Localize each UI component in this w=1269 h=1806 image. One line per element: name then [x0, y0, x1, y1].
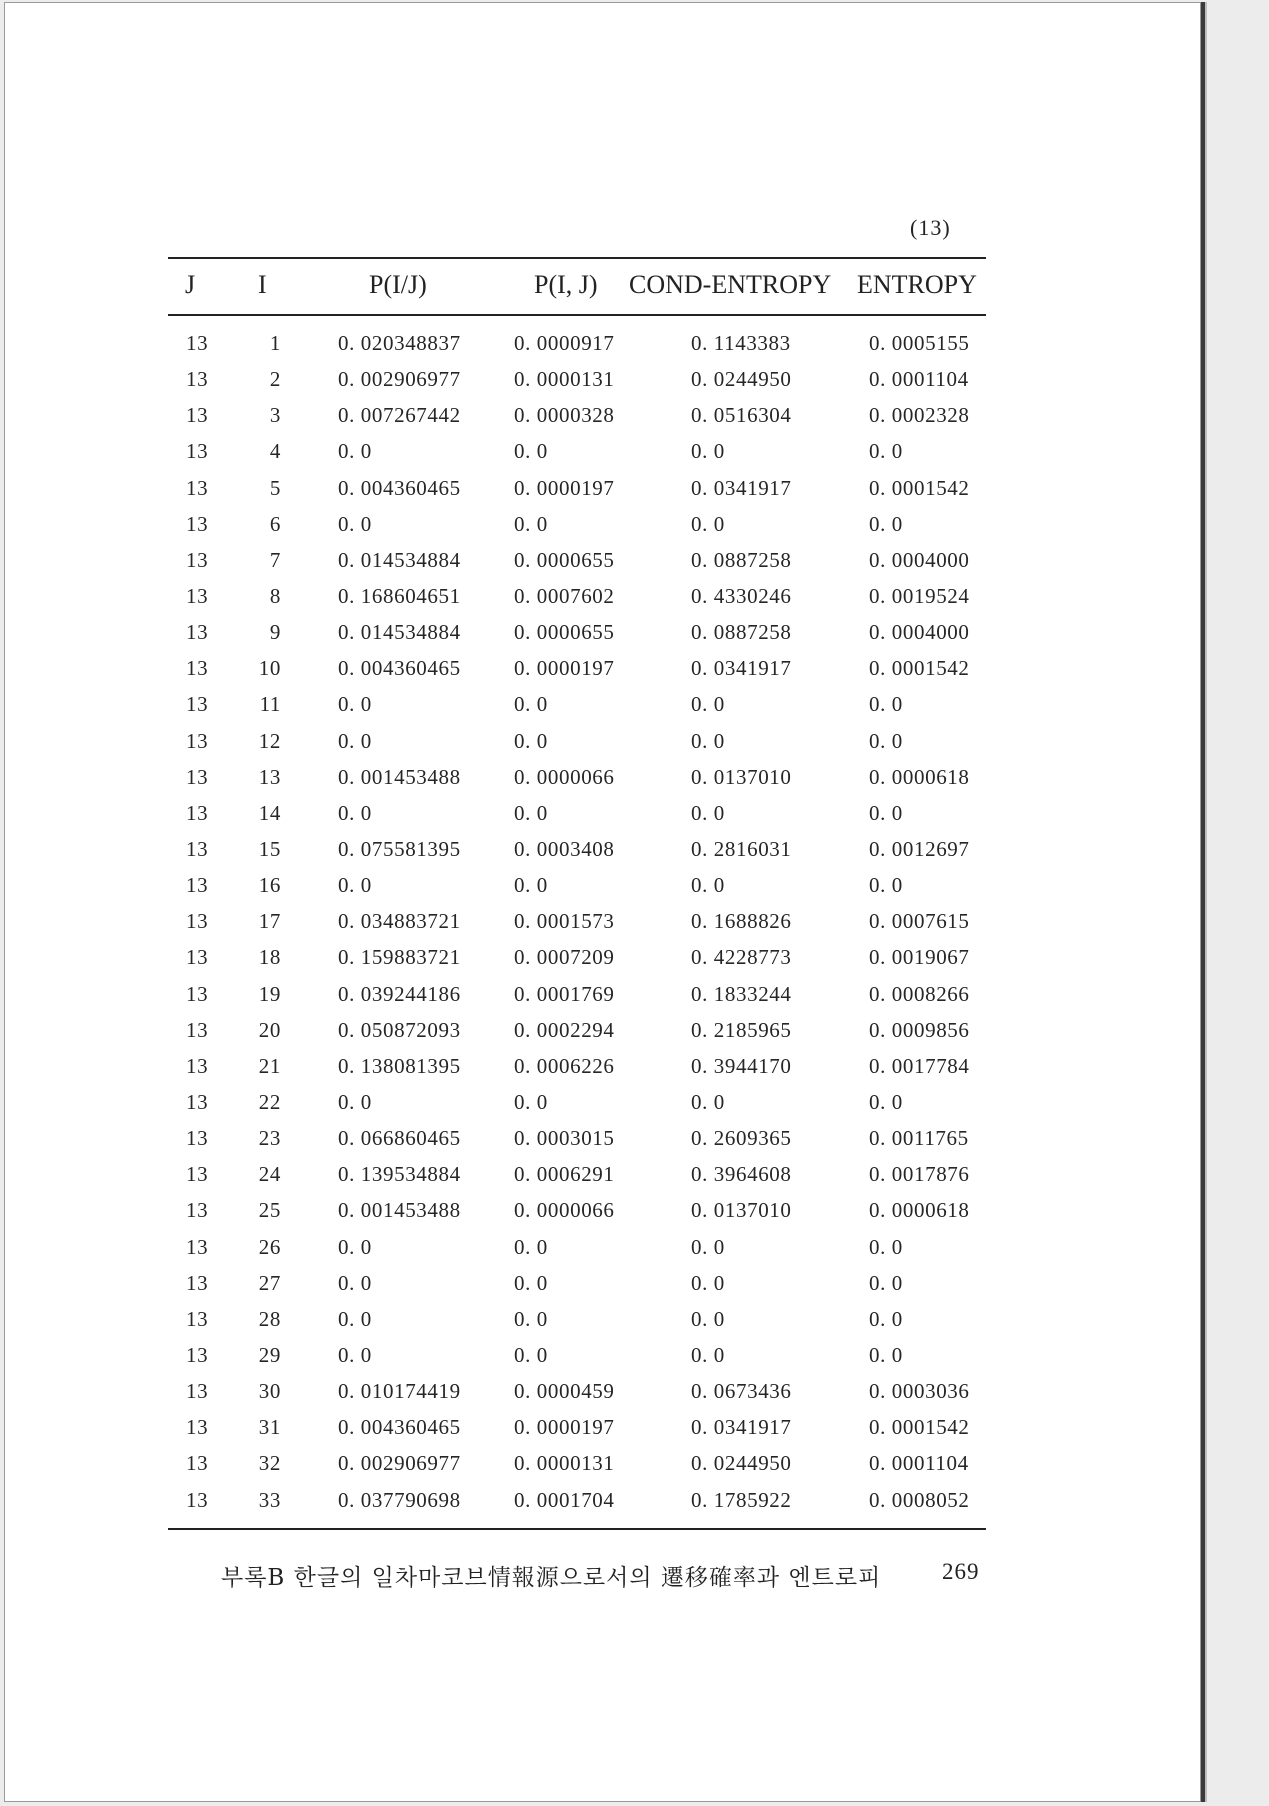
header-cond-entropy: COND-ENTROPY: [629, 270, 832, 299]
cell-entropy: 0. 0001104: [869, 367, 969, 392]
cell-j: 13: [186, 367, 209, 392]
table-row: [5, 1445, 1200, 1481]
cell-cond-entropy: 0. 2185965: [691, 1017, 792, 1042]
table-row: [5, 433, 1200, 469]
header-j: J: [185, 270, 196, 299]
table-row: [5, 506, 1200, 542]
cell-p-joint: 0. 0000066: [514, 1198, 615, 1223]
table-row: [5, 976, 1200, 1012]
cell-i: 31: [258, 1415, 281, 1440]
table-bottom-rule: [168, 1528, 986, 1530]
cell-entropy: 0. 0: [869, 1234, 903, 1259]
cell-cond-entropy: 0. 0137010: [691, 764, 792, 789]
table-number-label: (13): [910, 215, 951, 240]
running-footer: 부록B 한글의 일차마코브情報源으로서의 遷移確率과 엔트로피: [221, 1565, 882, 1591]
table-row: [5, 650, 1200, 686]
cell-cond-entropy: 0. 1785922: [691, 1487, 792, 1512]
cell-j: 13: [186, 1234, 209, 1259]
cell-p-joint: 0. 0000131: [514, 1451, 615, 1476]
cell-i: 12: [258, 728, 281, 753]
cell-j: 13: [186, 583, 209, 608]
cell-p-cond: 0. 168604651: [338, 583, 461, 608]
page-number: 269: [942, 1559, 980, 1584]
cell-i: 22: [258, 1089, 281, 1114]
cell-entropy: 0. 0001542: [869, 1415, 970, 1440]
table-row: [5, 1409, 1200, 1445]
cell-p-joint: 0. 0001769: [514, 981, 615, 1006]
cell-p-cond: 0. 159883721: [338, 945, 461, 970]
cell-j: 13: [186, 981, 209, 1006]
cell-cond-entropy: 0. 1833244: [691, 981, 792, 1006]
cell-j: 13: [186, 656, 209, 681]
cell-i: 33: [258, 1487, 281, 1512]
cell-i: 11: [259, 692, 281, 717]
cell-entropy: 0. 0007615: [869, 909, 970, 934]
cell-p-cond: 0. 004360465: [338, 656, 461, 681]
cell-cond-entropy: 0. 0: [691, 439, 725, 464]
cell-p-cond: 0. 0: [338, 439, 372, 464]
cell-i: 1: [269, 331, 281, 355]
cell-j: 13: [186, 1487, 209, 1512]
cell-j: 13: [186, 873, 209, 898]
cell-p-cond: 0. 0: [338, 1342, 372, 1367]
table-row: [5, 1265, 1200, 1301]
cell-entropy: 0. 0: [869, 1342, 903, 1367]
cell-p-joint: 0. 0: [514, 1234, 548, 1259]
cell-i: 27: [258, 1270, 281, 1295]
cell-i: 9: [269, 620, 281, 645]
cell-i: 6: [269, 511, 281, 536]
cell-j: 13: [186, 1198, 209, 1223]
cell-p-joint: 0. 0: [514, 728, 548, 753]
cell-p-joint: 0. 0: [514, 1306, 548, 1331]
table-row: [5, 1229, 1200, 1265]
cell-p-cond: 0. 004360465: [338, 475, 461, 500]
cell-p-cond: 0. 034883721: [338, 909, 461, 934]
cell-j: 13: [186, 1017, 209, 1042]
cell-i: 5: [269, 475, 281, 500]
cell-p-cond: 0. 0: [338, 692, 372, 717]
cell-p-cond: 0. 050872093: [338, 1017, 461, 1042]
cell-i: 23: [258, 1126, 281, 1151]
cell-cond-entropy: 0. 0: [691, 1306, 725, 1331]
cell-i: 26: [258, 1234, 281, 1259]
cell-cond-entropy: 0. 0887258: [691, 547, 792, 572]
cell-i: 28: [258, 1306, 281, 1331]
table-row: [5, 1012, 1200, 1048]
cell-j: 13: [186, 1379, 209, 1404]
cell-i: 15: [258, 836, 281, 861]
header-entropy: ENTROPY: [857, 270, 977, 299]
cell-p-joint: 0. 0007209: [514, 945, 615, 970]
cell-p-joint: 0. 0003408: [514, 836, 615, 861]
cell-i: 24: [258, 1162, 281, 1187]
book-page: [4, 2, 1201, 1802]
cell-p-cond: 0. 0: [338, 800, 372, 825]
cell-p-joint: 0. 0000917: [514, 331, 615, 355]
cell-i: 4: [269, 439, 281, 464]
cell-cond-entropy: 0. 0: [691, 1089, 725, 1114]
cell-p-cond: 0. 075581395: [338, 836, 461, 861]
cell-p-joint: 0. 0006226: [514, 1053, 615, 1078]
cell-p-cond: 0. 002906977: [338, 1451, 461, 1476]
cell-cond-entropy: 0. 1688826: [691, 909, 792, 934]
cell-p-joint: 0. 0000655: [514, 620, 615, 645]
cell-j: 13: [186, 692, 209, 717]
cell-cond-entropy: 0. 0244950: [691, 1451, 792, 1476]
cell-entropy: 0. 0000618: [869, 1198, 970, 1223]
cell-cond-entropy: 0. 0516304: [691, 403, 792, 428]
cell-j: 13: [186, 1270, 209, 1295]
cell-j: 13: [186, 1089, 209, 1114]
cell-p-cond: 0. 010174419: [338, 1379, 461, 1404]
cell-entropy: 0. 0000618: [869, 764, 970, 789]
cell-cond-entropy: 0. 0: [691, 1270, 725, 1295]
cell-i: 25: [258, 1198, 281, 1223]
cell-p-cond: 0. 0: [338, 1306, 372, 1331]
cell-cond-entropy: 0. 0887258: [691, 620, 792, 645]
cell-entropy: 0. 0: [869, 873, 903, 898]
cell-p-joint: 0. 0: [514, 1342, 548, 1367]
table-row: [5, 397, 1200, 433]
cell-entropy: 0. 0: [869, 1270, 903, 1295]
cell-i: 3: [269, 403, 281, 428]
table-top-rule: [168, 257, 986, 259]
cell-entropy: 0. 0004000: [869, 620, 970, 645]
cell-p-joint: 0. 0000655: [514, 547, 615, 572]
cell-entropy: 0. 0: [869, 692, 903, 717]
cell-entropy: 0. 0: [869, 1089, 903, 1114]
cell-p-joint: 0. 0000066: [514, 764, 615, 789]
cell-j: 13: [186, 547, 209, 572]
cell-cond-entropy: 0. 0: [691, 511, 725, 536]
table-row: [5, 1301, 1200, 1337]
cell-p-cond: 0. 0: [338, 1234, 372, 1259]
table-row: [5, 614, 1200, 650]
cell-p-cond: 0. 002906977: [338, 367, 461, 392]
cell-p-cond: 0. 0: [338, 1089, 372, 1114]
cell-p-joint: 0. 0: [514, 511, 548, 536]
cell-cond-entropy: 0. 0: [691, 1234, 725, 1259]
table-row: [5, 361, 1200, 397]
cell-p-cond: 0. 139534884: [338, 1162, 461, 1187]
cell-j: 13: [186, 1053, 209, 1078]
cell-j: 13: [186, 728, 209, 753]
table-row: [5, 939, 1200, 975]
cell-p-cond: 0. 138081395: [338, 1053, 461, 1078]
cell-entropy: 0. 0001542: [869, 656, 970, 681]
table-row: [5, 686, 1200, 722]
cell-p-joint: 0. 0: [514, 800, 548, 825]
table-row: [5, 1482, 1200, 1518]
cell-entropy: 0. 0003036: [869, 1379, 970, 1404]
cell-entropy: 0. 0: [869, 1306, 903, 1331]
cell-entropy: 0. 0001104: [869, 1451, 969, 1476]
cell-cond-entropy: 0. 0341917: [691, 656, 792, 681]
cell-j: 13: [186, 331, 209, 355]
cell-cond-entropy: 0. 4228773: [691, 945, 792, 970]
cell-i: 32: [258, 1451, 281, 1476]
cell-j: 13: [186, 439, 209, 464]
cell-j: 13: [186, 1451, 209, 1476]
cell-entropy: 0. 0008052: [869, 1487, 970, 1512]
cell-cond-entropy: 0. 0244950: [691, 367, 792, 392]
cell-entropy: 0. 0009856: [869, 1017, 970, 1042]
header-p-joint: P(I, J): [534, 270, 598, 299]
cell-p-joint: 0. 0000197: [514, 475, 615, 500]
cell-cond-entropy: 0. 0137010: [691, 1198, 792, 1223]
cell-j: 13: [186, 475, 209, 500]
cell-cond-entropy: 0. 0: [691, 1342, 725, 1367]
table-row: [5, 325, 1200, 361]
table-row: [5, 795, 1200, 831]
table-row: [5, 1156, 1200, 1192]
cell-p-joint: 0. 0000328: [514, 403, 615, 428]
cell-j: 13: [186, 620, 209, 645]
cell-entropy: 0. 0001542: [869, 475, 970, 500]
cell-j: 13: [186, 1342, 209, 1367]
table-row: [5, 470, 1200, 506]
cell-p-joint: 0. 0: [514, 692, 548, 717]
table-row: [5, 578, 1200, 614]
table-header-rule: [168, 314, 986, 316]
cell-p-joint: 0. 0000197: [514, 656, 615, 681]
cell-p-cond: 0. 0: [338, 728, 372, 753]
cell-i: 30: [258, 1379, 281, 1404]
cell-entropy: 0. 0019524: [869, 583, 970, 608]
cell-p-cond: 0. 001453488: [338, 1198, 461, 1223]
table-row: [5, 1084, 1200, 1120]
cell-entropy: 0. 0017784: [869, 1053, 970, 1078]
cell-p-cond: 0. 014534884: [338, 547, 461, 572]
cell-p-joint: 0. 0: [514, 1089, 548, 1114]
cell-p-joint: 0. 0007602: [514, 583, 615, 608]
cell-p-joint: 0. 0000131: [514, 367, 615, 392]
cell-p-joint: 0. 0: [514, 1270, 548, 1295]
table-row: [5, 542, 1200, 578]
cell-p-cond: 0. 004360465: [338, 1415, 461, 1440]
cell-i: 8: [269, 583, 281, 608]
cell-p-cond: 0. 014534884: [338, 620, 461, 645]
cell-i: 18: [258, 945, 281, 970]
cell-i: 7: [269, 547, 281, 572]
cell-p-joint: 0. 0000459: [514, 1379, 615, 1404]
table-row: [5, 867, 1200, 903]
cell-i: 13: [258, 764, 281, 789]
cell-i: 14: [258, 800, 281, 825]
cell-entropy: 0. 0004000: [869, 547, 970, 572]
cell-p-cond: 0. 001453488: [338, 764, 461, 789]
table-row: [5, 1120, 1200, 1156]
table-row: [5, 831, 1200, 867]
header-p-cond: P(I/J): [369, 270, 427, 299]
cell-entropy: 0. 0008266: [869, 981, 970, 1006]
cell-i: 16: [258, 873, 281, 898]
cell-cond-entropy: 0. 0: [691, 728, 725, 753]
cell-entropy: 0. 0002328: [869, 403, 970, 428]
cell-j: 13: [186, 909, 209, 934]
cell-p-cond: 0. 0: [338, 511, 372, 536]
cell-cond-entropy: 0. 0341917: [691, 475, 792, 500]
cell-j: 13: [186, 403, 209, 428]
cell-j: 13: [186, 511, 209, 536]
cell-entropy: 0. 0: [869, 511, 903, 536]
cell-entropy: 0. 0: [869, 800, 903, 825]
cell-p-joint: 0. 0: [514, 873, 548, 898]
cell-cond-entropy: 0. 2609365: [691, 1126, 792, 1151]
cell-p-cond: 0. 0: [338, 1270, 372, 1295]
cell-cond-entropy: 0. 1143383: [691, 331, 791, 355]
cell-i: 2: [269, 367, 281, 392]
table-row: [5, 1192, 1200, 1228]
cell-cond-entropy: 0. 0: [691, 692, 725, 717]
header-i: I: [258, 270, 267, 299]
cell-entropy: 0. 0017876: [869, 1162, 970, 1187]
cell-p-joint: 0. 0003015: [514, 1126, 615, 1151]
table-row: [5, 723, 1200, 759]
cell-entropy: 0. 0: [869, 439, 903, 464]
cell-entropy: 0. 0011765: [869, 1126, 969, 1151]
cell-p-joint: 0. 0000197: [514, 1415, 615, 1440]
cell-p-joint: 0. 0006291: [514, 1162, 615, 1187]
table-row: [5, 1048, 1200, 1084]
cell-i: 20: [258, 1017, 281, 1042]
cell-j: 13: [186, 800, 209, 825]
cell-i: 21: [258, 1053, 281, 1078]
cell-cond-entropy: 0. 3964608: [691, 1162, 792, 1187]
cell-i: 17: [258, 909, 281, 934]
cell-cond-entropy: 0. 0673436: [691, 1379, 792, 1404]
cell-p-joint: 0. 0: [514, 439, 548, 464]
cell-p-cond: 0. 020348837: [338, 331, 461, 355]
cell-p-joint: 0. 0002294: [514, 1017, 615, 1042]
cell-p-cond: 0. 0: [338, 873, 372, 898]
cell-cond-entropy: 0. 0341917: [691, 1415, 792, 1440]
cell-cond-entropy: 0. 2816031: [691, 836, 792, 861]
cell-p-joint: 0. 0001573: [514, 909, 615, 934]
table-row: [5, 1373, 1200, 1409]
cell-p-cond: 0. 066860465: [338, 1126, 461, 1151]
table-row: [5, 903, 1200, 939]
cell-j: 13: [186, 1162, 209, 1187]
cell-p-cond: 0. 007267442: [338, 403, 461, 428]
cell-cond-entropy: 0. 0: [691, 800, 725, 825]
table-row: [5, 759, 1200, 795]
cell-entropy: 0. 0012697: [869, 836, 970, 861]
cell-j: 13: [186, 945, 209, 970]
cell-cond-entropy: 0. 0: [691, 873, 725, 898]
cell-p-joint: 0. 0001704: [514, 1487, 615, 1512]
cell-entropy: 0. 0005155: [869, 331, 970, 355]
cell-entropy: 0. 0019067: [869, 945, 970, 970]
cell-j: 13: [186, 764, 209, 789]
cell-j: 13: [186, 1415, 209, 1440]
cell-p-cond: 0. 037790698: [338, 1487, 461, 1512]
cell-i: 29: [258, 1342, 281, 1367]
cell-j: 13: [186, 1306, 209, 1331]
cell-cond-entropy: 0. 4330246: [691, 583, 792, 608]
cell-cond-entropy: 0. 3944170: [691, 1053, 792, 1078]
cell-p-cond: 0. 039244186: [338, 981, 461, 1006]
cell-i: 10: [258, 656, 281, 681]
cell-j: 13: [186, 1126, 209, 1151]
cell-i: 19: [258, 981, 281, 1006]
table-row: [5, 1337, 1200, 1373]
table-body: [5, 325, 1200, 1518]
cell-j: 13: [186, 836, 209, 861]
cell-entropy: 0. 0: [869, 728, 903, 753]
